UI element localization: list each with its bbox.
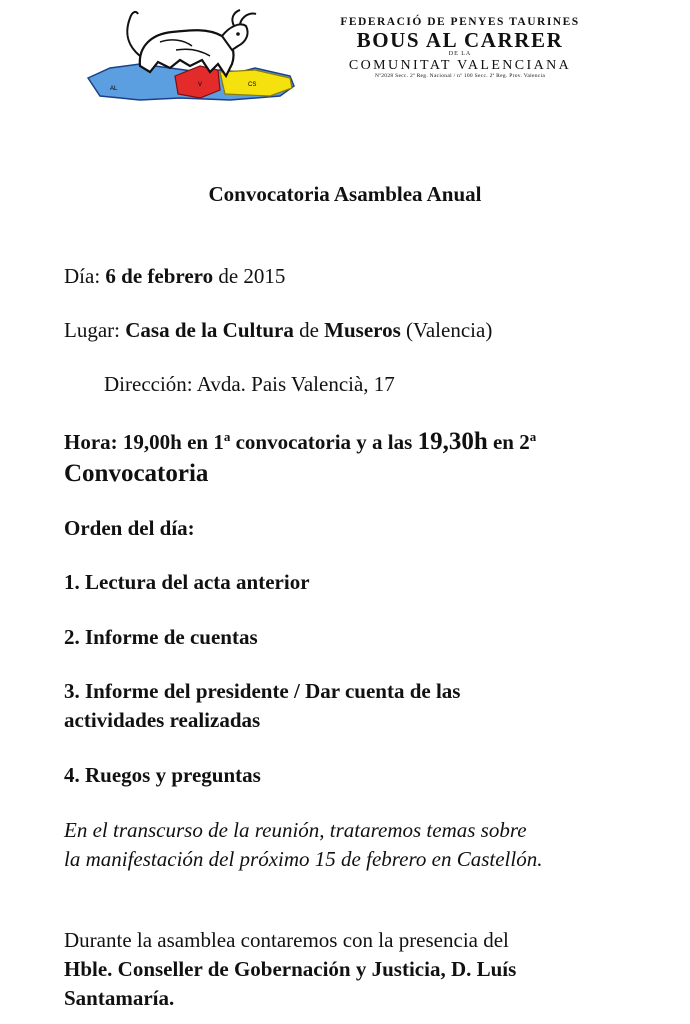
page-title: Convocatoria Asamblea Anual (208, 182, 482, 206)
org-line2: BOUS AL CARRER (356, 28, 564, 52)
bull-tail-icon (127, 12, 140, 56)
map-label-v: V (198, 82, 203, 88)
organization-name (300, 16, 620, 79)
note-line: la manifestación del próximo 15 de febrero en Castellón. (64, 847, 543, 871)
agenda-title: Orden del día: (64, 516, 195, 540)
org-registry: Nº2028 Secc. 2ª Reg. Nacional / nº 100 Secc. 2ª Reg. Prov. Valencia (374, 73, 546, 79)
date-line: Día: 6 de febrero de 2015 (64, 264, 286, 288)
place-line: Lugar: Casa de la Cultura de Museros (Valencia) (64, 318, 493, 342)
map-label-al: AL (110, 86, 118, 92)
agenda-item: 4. Ruegos y preguntas (64, 763, 261, 787)
map-label-cs: CS (248, 82, 257, 88)
address-line: Dirección: Avda. Pais Valencià, 17 (104, 372, 395, 396)
org-line3: COMUNITAT VALENCIANA (348, 58, 572, 73)
closing-line: Santamaría. (64, 986, 175, 1010)
agenda-item: 1. Lectura del acta anterior (64, 570, 310, 594)
closing-line: Hble. Conseller de Gobernación y Justicia, D. Luís (64, 957, 517, 981)
closing-line: Durante la asamblea contaremos con la presencia del (64, 928, 509, 952)
agenda-item: 2. Informe de cuentas (64, 625, 258, 649)
note-line: En el transcurso de la reunión, trataremos temas sobre (64, 818, 527, 842)
bull-horn-icon (240, 13, 256, 24)
letterhead (0, 0, 690, 110)
bull-map-logo (80, 6, 310, 106)
agenda-item-continued: actividades realizadas (64, 708, 261, 732)
org-line1: FEDERACIÓ DE PENYES TAURINES (340, 16, 580, 28)
org-de: DE LA (448, 51, 472, 57)
time-line: Hora: 19,00h en 1$^a$ convocatoria y a las 19,30h en 2$^a$ Convocatoria (64, 428, 537, 487)
agenda-item: 3. Informe del presidente / Dar cuenta de las (64, 679, 461, 703)
